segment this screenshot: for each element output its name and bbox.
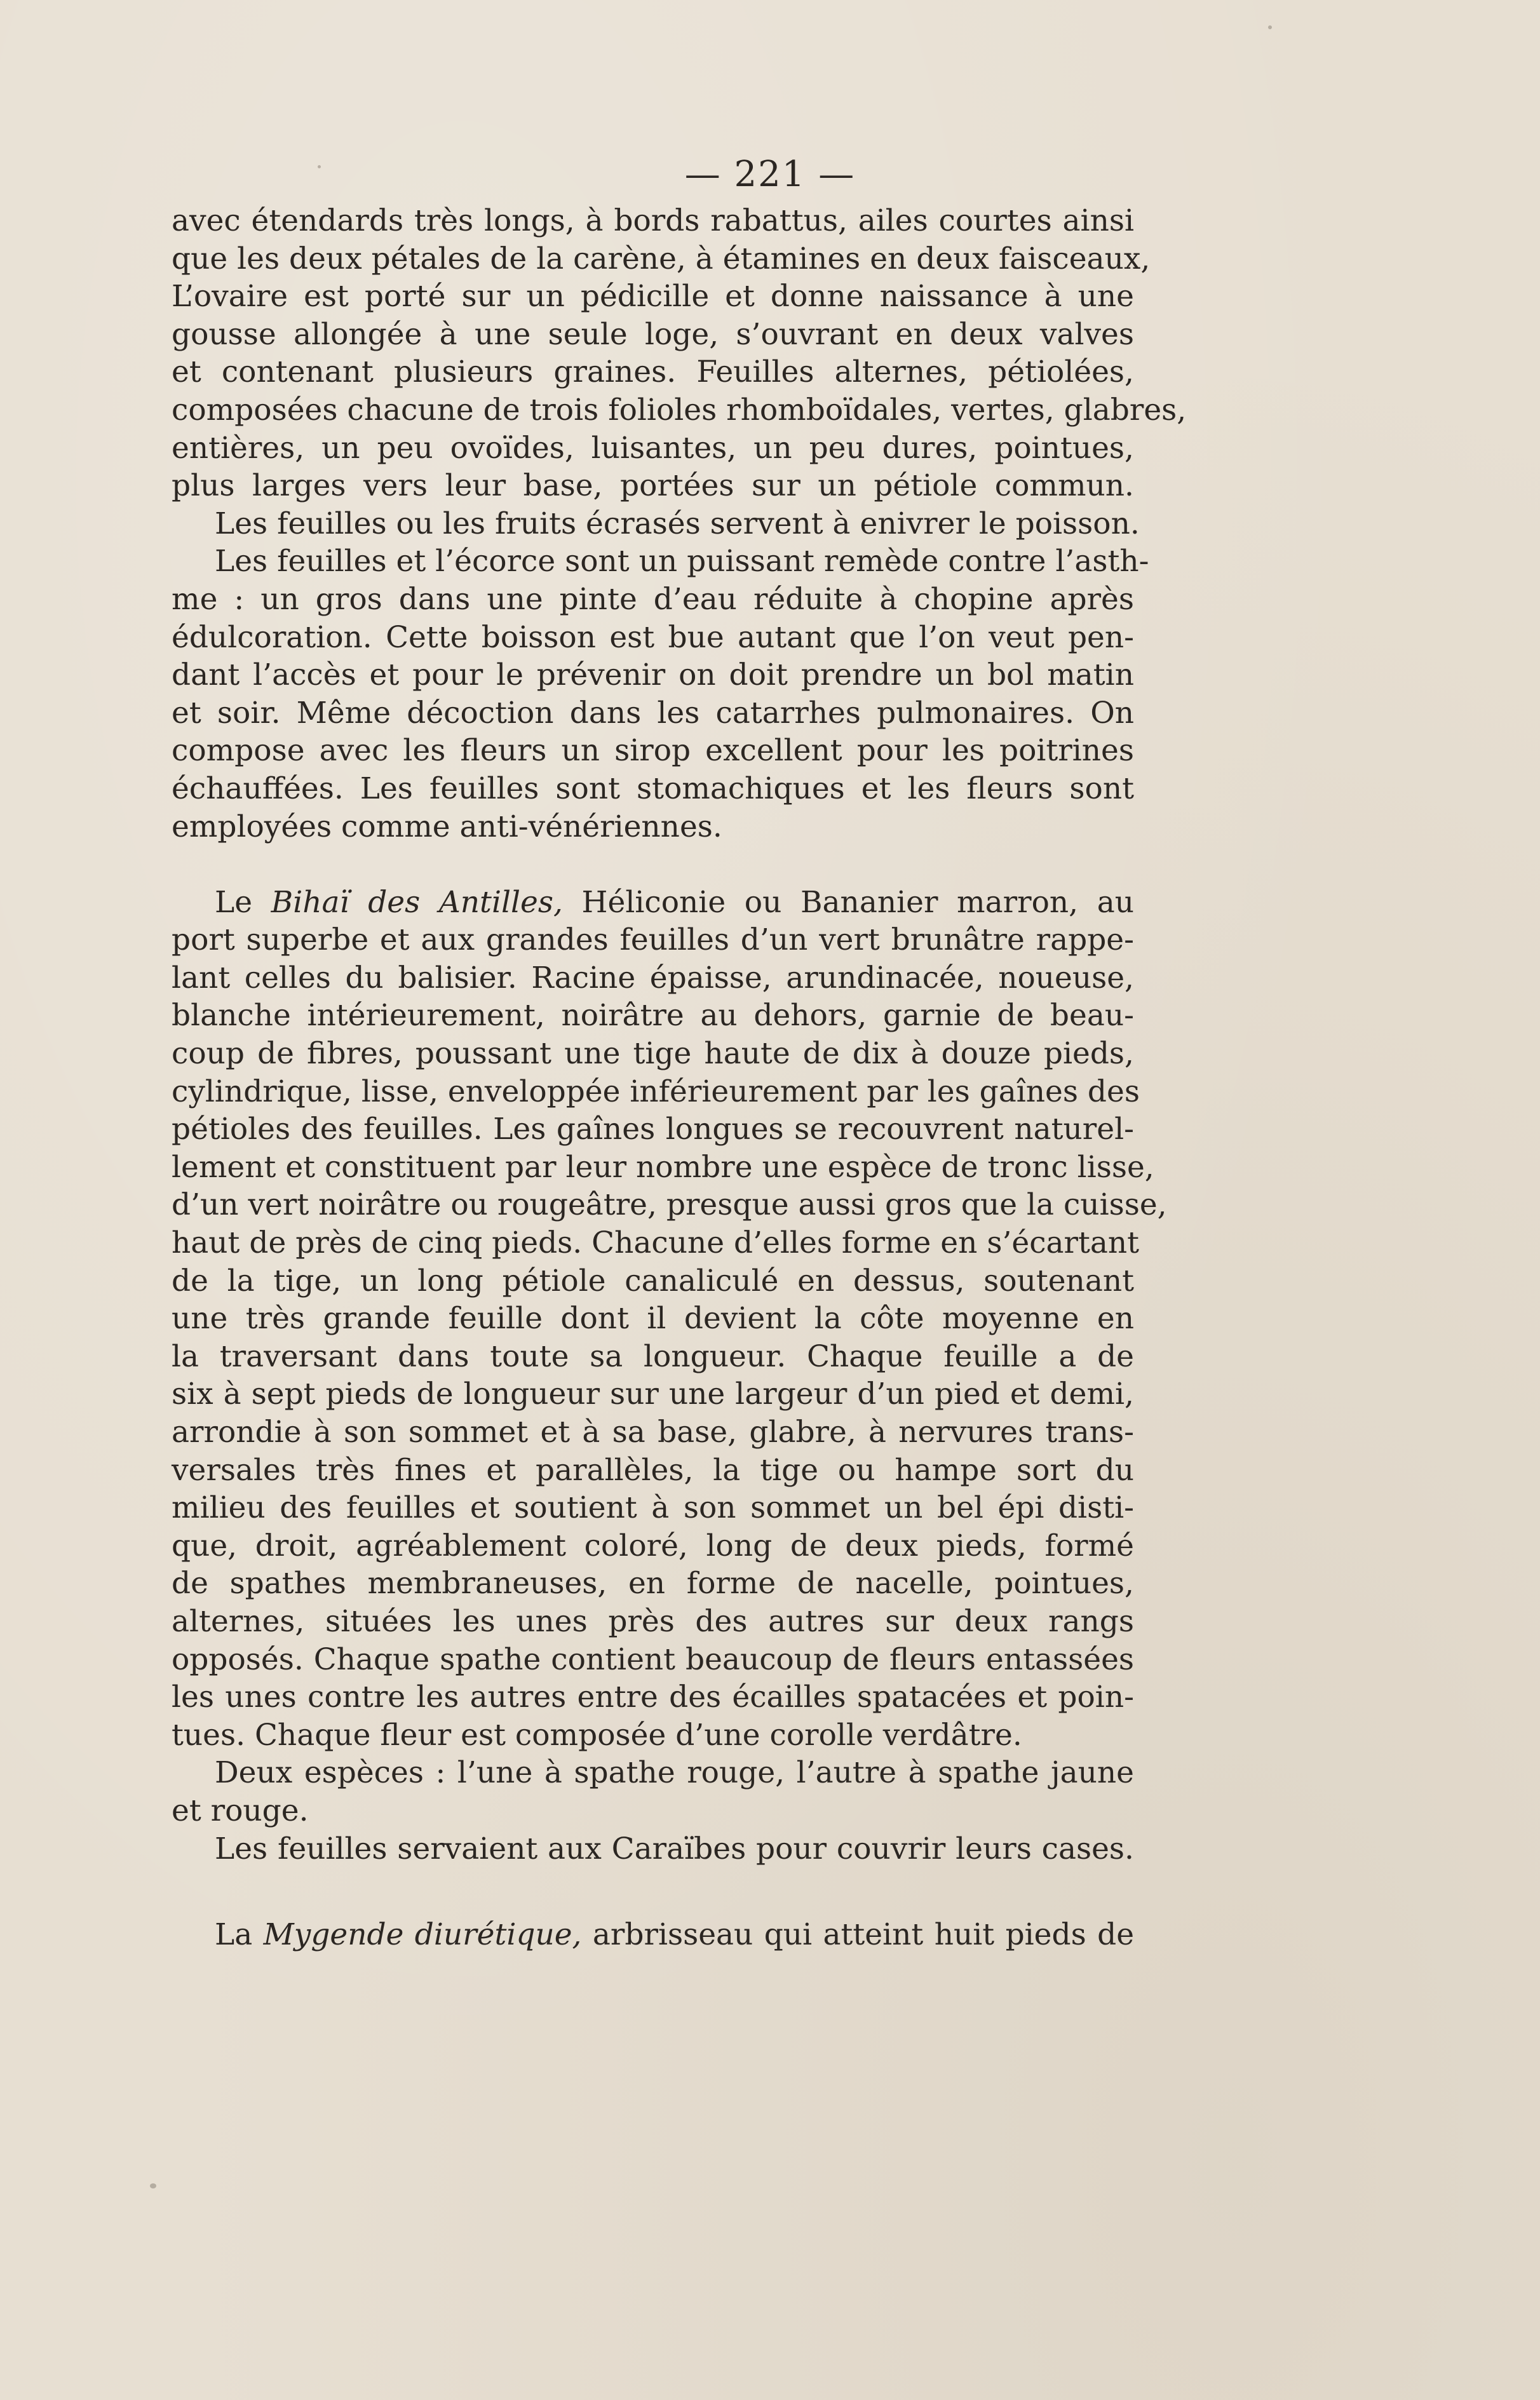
text-line — [172, 884, 1134, 922]
text-line: versales très fines et parallèles, la tige ou hampe sort du — [172, 1452, 1134, 1488]
text-line: Les feuilles ou les fruits écrasés servent à enivrer le poisson. — [215, 506, 1140, 541]
text-line: dant l’accès et pour le prévenir on doit prendre un bol matin — [172, 657, 1134, 693]
paragraph-continuation — [172, 202, 1187, 505]
text-run: arbrisseau qui atteint huit pieds de — [581, 1917, 1135, 1953]
text-line: composées chacune de trois folioles rhomboïdales, vertes, glabres, — [172, 392, 1187, 428]
paragraph-species — [172, 1754, 1134, 1830]
text-line: employées comme anti-vénériennes. — [172, 809, 722, 844]
paper-speck — [150, 2183, 156, 2188]
text-line: lement et constituent par leur nombre une espèce de tronc lisse, — [172, 1149, 1154, 1185]
text-line: avec étendards très longs, à bords rabattus, ailes courtes ainsi — [172, 203, 1134, 238]
text-line: L’ovaire est porté sur un pédicille et donne naissance à une — [172, 279, 1134, 314]
text-line: et soir. Même décoction dans les catarrhes pulmonaires. On — [172, 695, 1134, 731]
text-run: La — [215, 1917, 264, 1953]
text-line: plus larges vers leur base, portées sur un pétiole commun. — [172, 468, 1134, 504]
text-line — [172, 1916, 1134, 1954]
text-line: entières, un peu ovoïdes, luisantes, un peu dures, pointues, — [172, 430, 1134, 466]
text-line: milieu des feuilles et soutient à son sommet un bel épi disti- — [172, 1490, 1134, 1526]
text-line: alternes, situées les unes près des autres sur deux rangs — [172, 1603, 1134, 1639]
text-line: cylindrique, lisse, enveloppée inférieurement par les gaînes des — [172, 1074, 1140, 1109]
text-line: la traversant dans toute sa longueur. Chaque feuille a de — [172, 1338, 1134, 1374]
text-line: et contenant plusieurs graines. Feuilles alternes, pétiolées, — [172, 354, 1134, 390]
text-line: que les deux pétales de la carène, à étamines en deux faisceaux, — [172, 241, 1151, 276]
text-line: gousse allongée à une seule loge, s’ouvrant en deux valves — [172, 316, 1134, 352]
text-line: coup de fibres, poussant une tige haute de dix à douze pieds, — [172, 1036, 1134, 1072]
text-line: haut de près de cinq pieds. Chacune d’elles forme en s’écartant — [172, 1225, 1140, 1261]
text-line: blanche intérieurement, noirâtre au dehors, garnie de beau- — [172, 998, 1134, 1034]
paragraph-gap — [172, 1868, 1134, 1916]
text-run: Héliconie ou Bananier marron, au — [562, 884, 1134, 920]
species-name: Mygende diurétique, — [263, 1917, 582, 1953]
paper-speck — [1268, 25, 1272, 29]
text-line: pétioles des feuilles. Les gaînes longues se recouvrent naturel- — [172, 1112, 1134, 1147]
text-line: lant celles du balisier. Racine épaisse, arundinacée, noueuse, — [172, 960, 1134, 995]
text-line: Les feuilles servaient aux Caraïbes pour couvrir leurs cases. — [215, 1831, 1134, 1866]
page-number: — 221 — — [684, 154, 856, 195]
page-body — [172, 202, 1187, 1954]
text-line: Deux espèces : l’une à spathe rouge, l’autre à spathe jaune — [215, 1755, 1134, 1791]
text-line: et rouge. — [172, 1793, 309, 1828]
text-line: arrondie à son sommet et à sa base, glabre, à nervures trans- — [172, 1415, 1134, 1450]
text-line: Les feuilles et l’écorce sont un puissant remède contre l’asth- — [215, 544, 1149, 579]
paragraph-remedy — [172, 543, 1149, 846]
text-line: de spathes membraneuses, en forme de nacelle, pointues, — [172, 1566, 1134, 1601]
species-name: Bihaï des Antilles, — [271, 884, 563, 920]
text-line: opposés. Chaque spathe contient beaucoup de fleurs entassées — [172, 1642, 1134, 1677]
text-line: compose avec les fleurs un sirop excellent pour les poitrines — [172, 733, 1134, 769]
text-line: que, droit, agréablement coloré, long de deux pieds, formé — [172, 1528, 1134, 1563]
text-line: tues. Chaque fleur est composée d’une corolle verdâtre. — [172, 1717, 1022, 1753]
text-line: port superbe et aux grandes feuilles d’un vert brunâtre rappe- — [172, 922, 1134, 958]
paper-speck — [318, 165, 321, 168]
paragraph-bihai — [172, 884, 1167, 1755]
text-line: d’un vert noirâtre ou rougeâtre, presque aussi gros que la cuisse, — [172, 1187, 1167, 1223]
text-line: de la tige, un long pétiole canaliculé en dessus, soutenant — [172, 1263, 1134, 1298]
paragraph-fish — [172, 505, 1140, 543]
paragraph-gap — [172, 846, 1134, 884]
paragraph-mygende — [172, 1916, 1134, 1954]
text-run: Le — [215, 884, 271, 920]
text-line: me : un gros dans une pinte d’eau réduite à chopine après — [172, 581, 1134, 617]
paragraph-caraibes — [172, 1830, 1134, 1868]
text-line: une très grande feuille dont il devient la côte moyenne en — [172, 1301, 1134, 1337]
text-line: édulcoration. Cette boisson est bue autant que l’on veut pen- — [172, 619, 1134, 655]
text-line: six à sept pieds de longueur sur une largeur d’un pied et demi, — [172, 1377, 1134, 1412]
text-line: les unes contre les autres entre des écailles spatacées et poin- — [172, 1680, 1134, 1715]
text-line: échauffées. Les feuilles sont stomachiques et les fleurs sont — [172, 771, 1134, 806]
